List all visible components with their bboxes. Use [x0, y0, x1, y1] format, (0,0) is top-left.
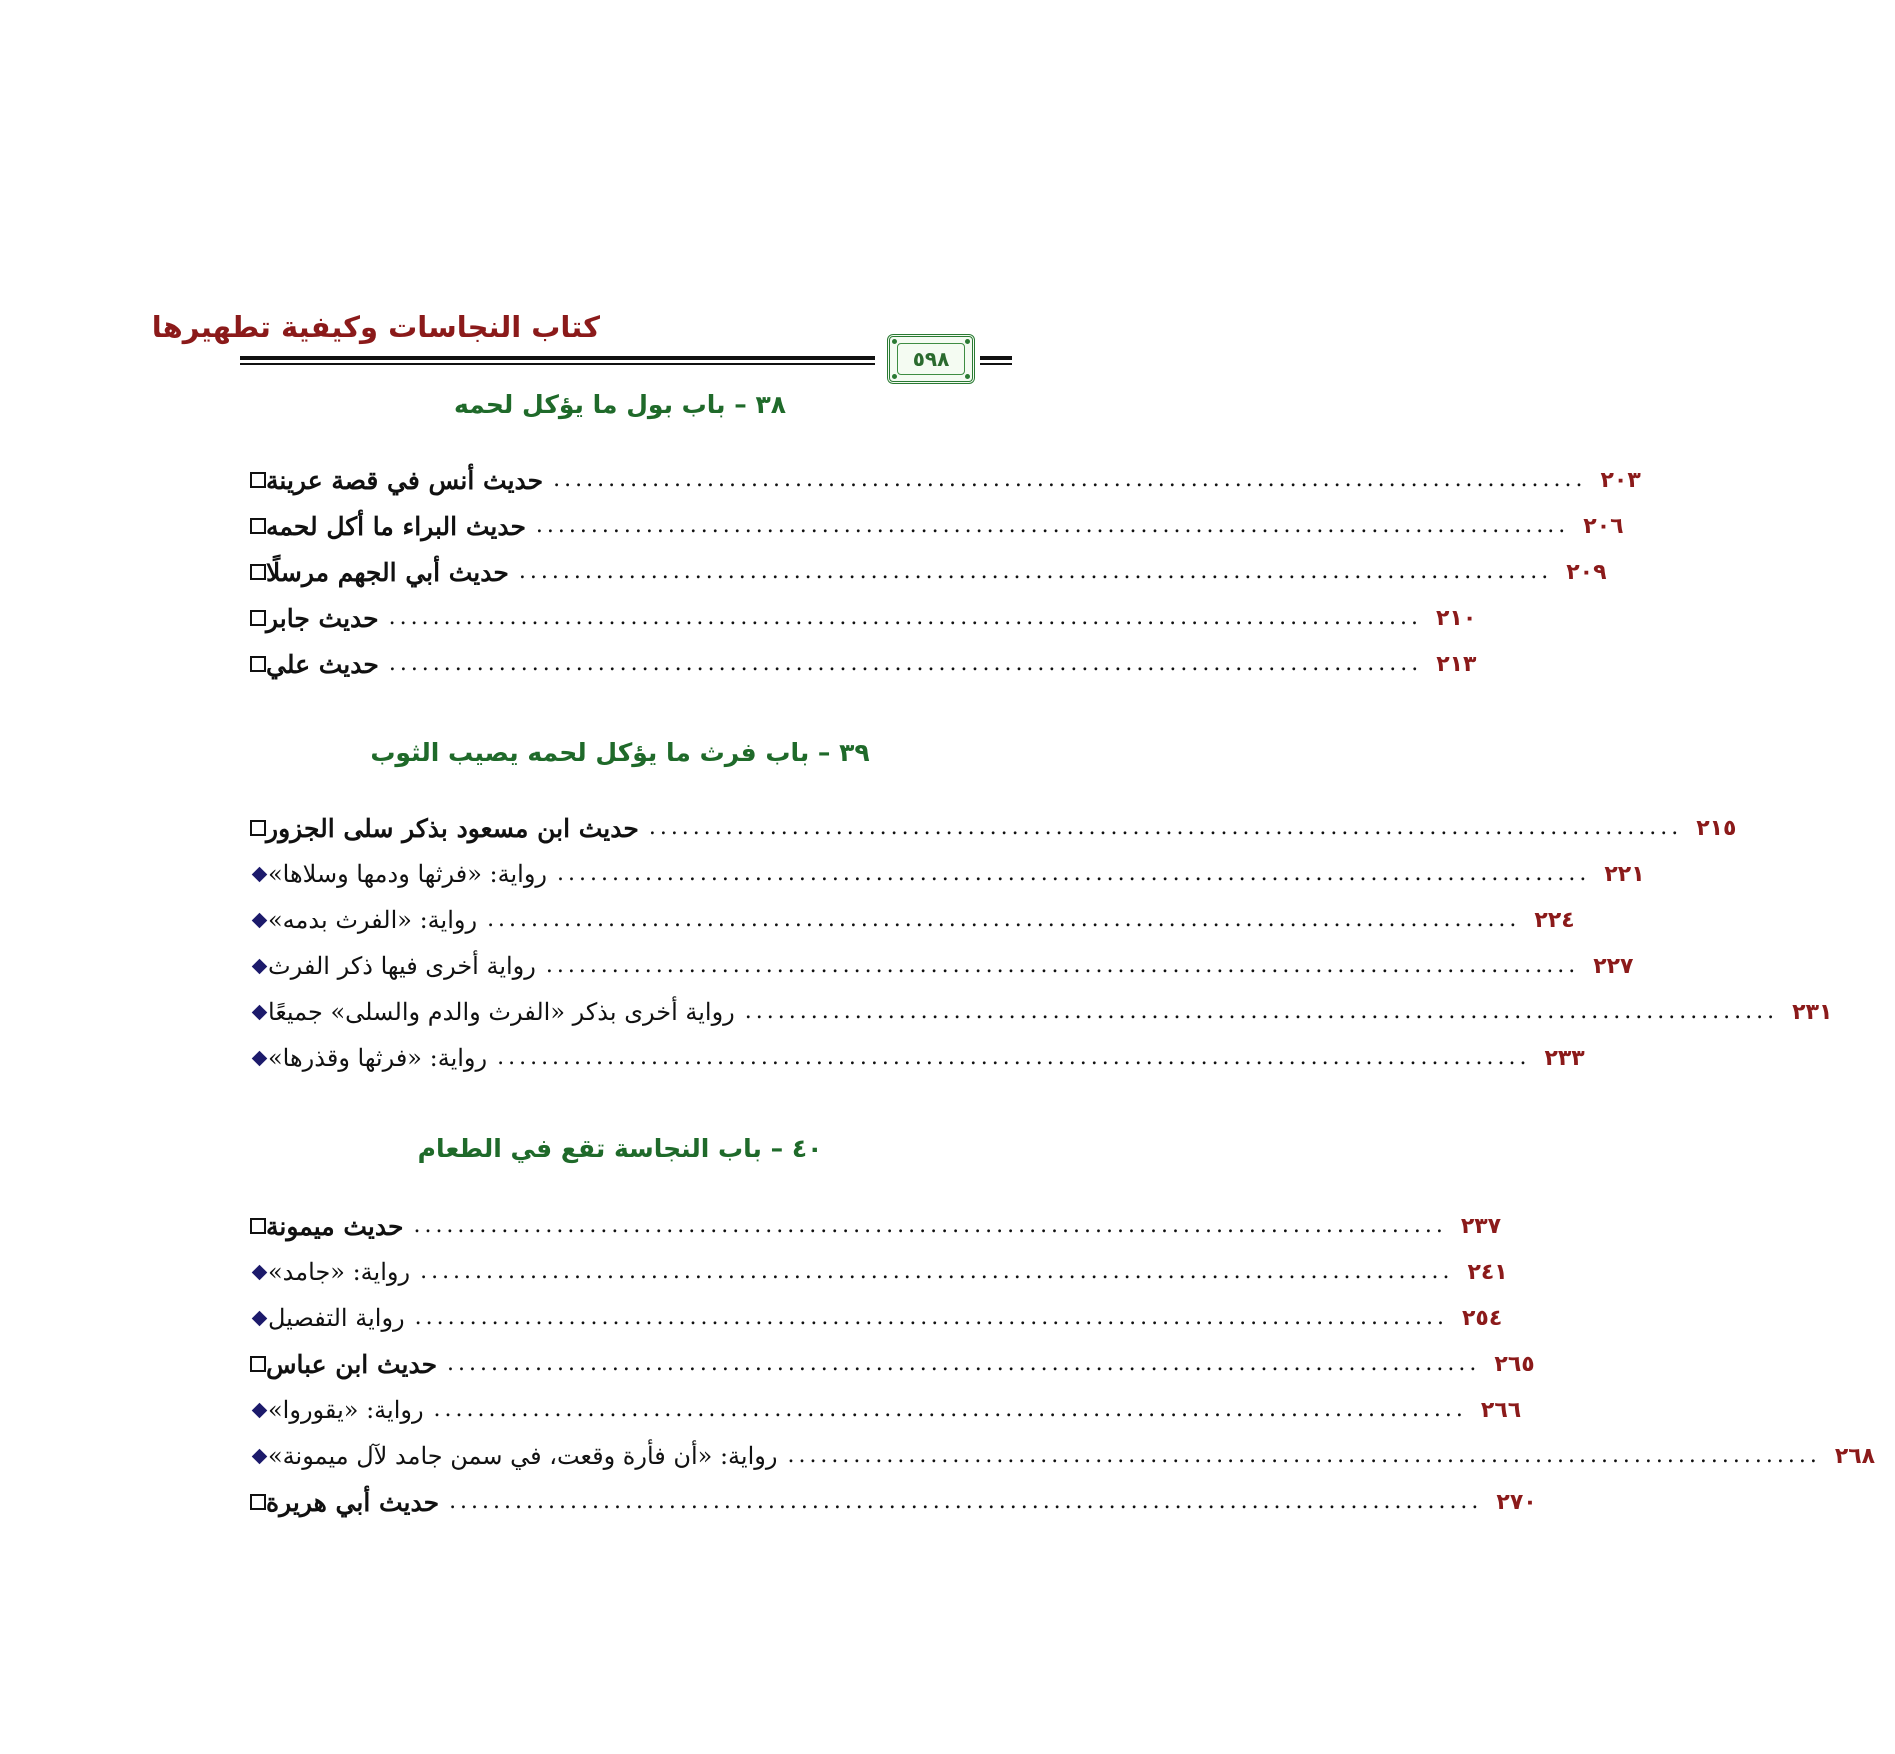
- entry-page-number: ٢٠٣: [1600, 467, 1641, 493]
- dot-leader: ..............................................................................................: [388, 651, 1423, 676]
- toc-entry[interactable]: [240, 1250, 1508, 1294]
- entry-page-number: ٢١٠: [1435, 605, 1477, 631]
- dot-leader: ..............................................................................................: [433, 1397, 1467, 1422]
- toc-entry[interactable]: [240, 806, 1737, 850]
- square-bullet-icon: [250, 656, 266, 672]
- toc-entry[interactable]: [240, 898, 1575, 942]
- toc-entry[interactable]: [240, 1296, 1503, 1340]
- header-rule: [240, 363, 875, 365]
- entry-text: حديث علي: [266, 649, 379, 679]
- square-bullet-icon: [250, 1356, 266, 1372]
- entry-text: رواية: «أن فأرة وقعت، في سمن جامد لآل ميمونة»: [268, 1442, 778, 1470]
- entry-page-number: ٢٠٦: [1583, 513, 1624, 539]
- toc-entry[interactable]: [240, 596, 1477, 640]
- entry-page-number: ٢٢٧: [1593, 953, 1634, 979]
- diamond-bullet-icon: [250, 957, 268, 975]
- toc-entry[interactable]: [240, 550, 1607, 594]
- dot-leader: ..............................................................................................: [557, 861, 1591, 886]
- chapter-title: ٣٩ – باب فرث ما يؤكل لحمه يصيب الثوب: [370, 738, 870, 767]
- ornament-dot: [892, 339, 897, 344]
- dot-leader: ..............................................................................................: [545, 953, 1580, 978]
- entry-text: رواية: «الفرث بدمه»: [268, 906, 478, 934]
- entry-text: حديث جابر: [266, 603, 379, 633]
- square-bullet-icon: [250, 1218, 266, 1234]
- diamond-bullet-icon: [250, 1447, 268, 1465]
- entry-page-number: ٢٣٣: [1544, 1045, 1585, 1071]
- dot-leader: ..............................................................................................: [535, 513, 1570, 538]
- toc-entry[interactable]: [240, 944, 1634, 988]
- dot-leader: ..............................................................................................: [787, 1443, 1821, 1468]
- book-title: كتاب النجاسات وكيفية تطهيرها: [151, 310, 600, 344]
- entry-page-number: ٢٣٧: [1460, 1213, 1502, 1239]
- diamond-bullet-icon: [250, 1049, 268, 1067]
- entry-text: حديث أبي الجهم مرسلًا: [266, 557, 509, 587]
- dot-leader: ..............................................................................................: [388, 605, 1422, 630]
- diamond-bullet-icon: [250, 1263, 268, 1281]
- entry-text: رواية: «يقوروا»: [268, 1396, 424, 1424]
- square-bullet-icon: [250, 518, 266, 534]
- entry-text: حديث ميمونة: [266, 1211, 404, 1241]
- entry-text: رواية التفصيل: [268, 1304, 405, 1332]
- entry-text: حديث ابن مسعود بذكر سلى الجزور: [266, 813, 639, 843]
- toc-entry[interactable]: [240, 1036, 1585, 1080]
- dot-leader: ..............................................................................................: [413, 1213, 1447, 1238]
- entry-page-number: ٢٢٤: [1534, 907, 1575, 933]
- toc-entry[interactable]: [240, 1480, 1537, 1524]
- entry-page-number: ٢٥٤: [1461, 1305, 1503, 1331]
- toc-entry[interactable]: [240, 504, 1624, 548]
- square-bullet-icon: [250, 610, 266, 626]
- entry-page-number: ٢٦٦: [1480, 1397, 1522, 1423]
- toc-entry[interactable]: [240, 852, 1645, 896]
- entry-text: رواية أخرى فيها ذكر الفرث: [268, 952, 536, 980]
- dot-leader: ..............................................................................................: [648, 815, 1683, 840]
- entry-text: رواية: «فرثها وقذرها»: [268, 1044, 488, 1072]
- diamond-bullet-icon: [250, 865, 268, 883]
- dot-leader: ..............................................................................................: [447, 1351, 1481, 1376]
- entry-page-number: ٢٦٨: [1834, 1443, 1876, 1469]
- ornament-dot: [965, 339, 970, 344]
- dot-leader: ..............................................................................................: [497, 1045, 1531, 1070]
- square-bullet-icon: [250, 564, 266, 580]
- dot-leader: ..............................................................................................: [744, 999, 1779, 1024]
- entry-page-number: ٢٧٠: [1496, 1489, 1537, 1515]
- header-rule: [980, 363, 1012, 365]
- entry-page-number: ٢٠٩: [1566, 559, 1607, 585]
- square-bullet-icon: [250, 472, 266, 488]
- page-number: ٥٩٨: [897, 343, 965, 375]
- dot-leader: ..............................................................................................: [518, 559, 1553, 584]
- square-bullet-icon: [250, 1494, 266, 1510]
- chapter-title: ٤٠ – باب النجاسة تقع في الطعام: [417, 1134, 823, 1163]
- ornament-dot: [892, 374, 897, 379]
- entry-text: حديث البراء ما أكل لحمه: [266, 511, 526, 541]
- entry-text: رواية: «جامد»: [268, 1258, 411, 1286]
- dot-leader: ..............................................................................................: [487, 907, 1521, 932]
- entry-page-number: ٢٤١: [1467, 1259, 1508, 1285]
- dot-leader: ..............................................................................................: [420, 1259, 1454, 1284]
- diamond-bullet-icon: [250, 1003, 268, 1021]
- square-bullet-icon: [250, 820, 266, 836]
- diamond-bullet-icon: [250, 1401, 268, 1419]
- dot-leader: ..............................................................................................: [449, 1489, 1483, 1514]
- entry-page-number: ٢١٥: [1696, 815, 1737, 841]
- dot-leader: ..............................................................................................: [414, 1305, 1448, 1330]
- diamond-bullet-icon: [250, 911, 268, 929]
- ornament-dot: [965, 374, 970, 379]
- entry-page-number: ٢٣١: [1792, 999, 1833, 1025]
- toc-entry[interactable]: [240, 642, 1477, 686]
- entry-page-number: ٢٢١: [1604, 861, 1645, 887]
- toc-entry[interactable]: [240, 1342, 1535, 1386]
- dot-leader: ..............................................................................................: [553, 467, 1587, 492]
- entry-text: رواية أخرى بذكر «الفرث والدم والسلى» جميعًا: [268, 998, 735, 1026]
- chapter-title: ٣٨ – باب بول ما يؤكل لحمه: [453, 390, 786, 419]
- toc-entry[interactable]: [240, 1388, 1522, 1432]
- entry-text: حديث أنس في قصة عرينة: [266, 465, 544, 495]
- diamond-bullet-icon: [250, 1309, 268, 1327]
- entry-page-number: ٢٦٥: [1494, 1351, 1535, 1377]
- toc-entry[interactable]: [240, 990, 1833, 1034]
- toc-entry[interactable]: [240, 1434, 1876, 1478]
- entry-page-number: ٢١٣: [1436, 651, 1477, 677]
- page-number-badge: [887, 334, 975, 384]
- entry-text: رواية: «فرثها ودمها وسلاها»: [268, 860, 547, 888]
- toc-entry[interactable]: [240, 1204, 1502, 1248]
- entry-text: حديث أبي هريرة: [266, 1487, 440, 1517]
- header-rule: [980, 356, 1012, 360]
- header-rule: [240, 356, 875, 360]
- toc-entry[interactable]: [240, 458, 1641, 502]
- entry-text: حديث ابن عباس: [266, 1349, 438, 1379]
